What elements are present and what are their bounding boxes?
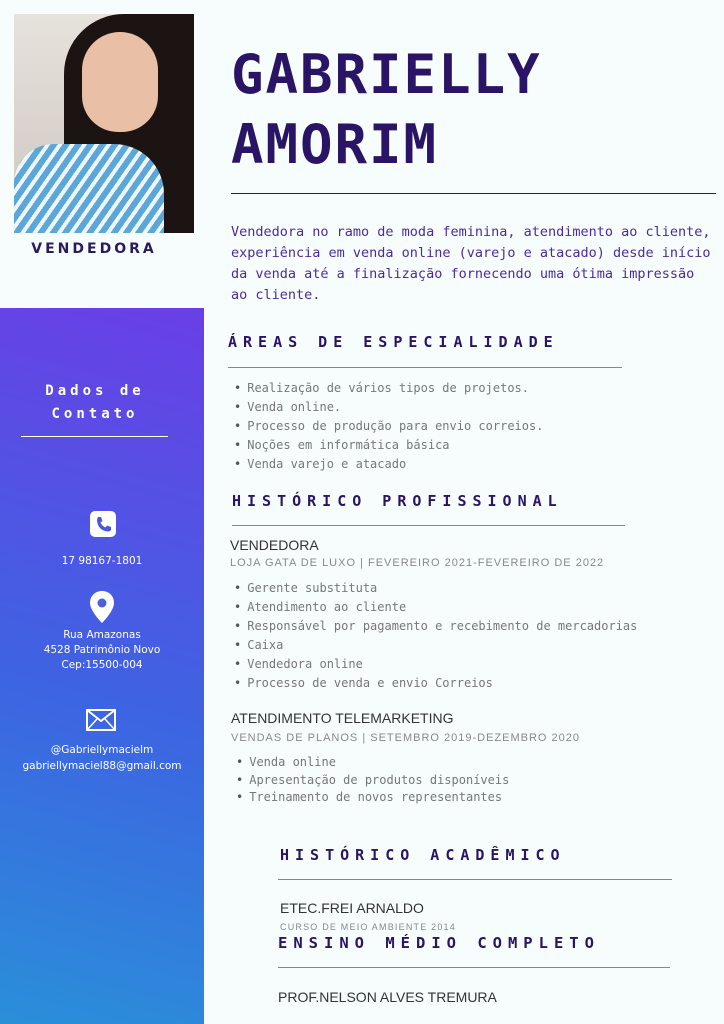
profile-photo — [14, 14, 194, 233]
list-item: • Venda online — [236, 754, 509, 772]
candidate-name — [231, 40, 711, 180]
list-item: • Responsável por pagamento e recebimento de mercadorias — [234, 617, 637, 636]
professional-history-title: HISTÓRICO PROFISSIONAL — [232, 492, 563, 510]
summary-text: Vendedora no ramo de moda feminina, atendimento ao cliente, experiência em venda online (varejo e atacado) desde início da venda até a finalização fornecendo uma ótima impressão ao cliente. — [231, 224, 711, 303]
contact-title-line-2: Contato — [51, 406, 139, 422]
degree-divider — [278, 967, 670, 968]
list-item: • Gerente substituta — [234, 579, 637, 598]
academic-history-divider — [278, 879, 672, 880]
list-item: • Apresentação de produtos disponíveis — [236, 772, 509, 790]
list-item: • Caixa — [234, 636, 637, 655]
list-item: • Vendedora online — [234, 655, 637, 674]
degree-title: ENSINO MÉDIO COMPLETO — [278, 934, 600, 952]
list-item: • Noções em informática básica — [234, 436, 543, 455]
job-title: VENDEDORA — [230, 537, 319, 553]
address-line-2: 4528 Patrimônio Novo — [43, 644, 161, 656]
contact-title — [0, 380, 190, 426]
job-duties-list — [234, 579, 637, 693]
list-item: • Treinamento de novos representantes — [236, 789, 509, 807]
list-item: • Processo de produção para envio correios. — [234, 417, 543, 436]
role-label: VENDEDORA — [31, 241, 157, 257]
job-title: ATENDIMENTO TELEMARKETING — [231, 710, 454, 726]
job-duties-list — [236, 754, 509, 807]
contact-title-line-1: Dados de — [45, 383, 145, 399]
address-line-3: Cep:15500-004 — [61, 659, 143, 671]
areas-title: ÁREAS DE ESPECIALIDADE — [228, 333, 559, 351]
list-item: • Venda online. — [234, 398, 543, 417]
social-handle[interactable]: @Gabriellymacielm — [50, 744, 154, 756]
job-subtitle: LOJA GATA DE LUXO | FEVEREIRO 2021-FEVEREIRO DE 2022 — [230, 557, 605, 569]
contact-sidebar — [0, 308, 204, 1024]
email-address[interactable]: gabriellymaciel88@gmail.com — [22, 760, 182, 772]
location-pin-icon — [90, 591, 114, 623]
list-item: • Venda varejo e atacado — [234, 455, 543, 474]
areas-divider — [228, 367, 622, 368]
course-name: CURSO DE MEIO AMBIENTE 2014 — [280, 922, 456, 932]
areas-list — [234, 379, 543, 474]
phone-icon — [90, 511, 116, 537]
list-item: • Atendimento ao cliente — [234, 598, 637, 617]
list-item: • Processo de venda e envio Correios — [234, 674, 637, 693]
address — [0, 628, 204, 673]
mail-icon — [86, 709, 116, 731]
contact-divider — [21, 436, 168, 437]
phone-number: 17 98167-1801 — [61, 555, 143, 567]
academic-history-title: HISTÓRICO ACADÊMICO — [280, 846, 566, 864]
school-name: ETEC.FREI ARNALDO — [280, 900, 424, 916]
name-line-2: AMORIM — [231, 113, 439, 176]
name-divider — [231, 193, 716, 194]
professional-history-divider — [232, 525, 625, 526]
job-subtitle: VENDAS DE PLANOS | SETEMBRO 2019-DEZEMBRO 2020 — [231, 732, 581, 744]
name-line-1: GABRIELLY — [231, 43, 542, 106]
address-line-1: Rua Amazonas — [63, 629, 141, 641]
list-item: • Realização de vários tipos de projetos. — [234, 379, 543, 398]
school-name: PROF.NELSON ALVES TREMURA — [278, 989, 497, 1005]
